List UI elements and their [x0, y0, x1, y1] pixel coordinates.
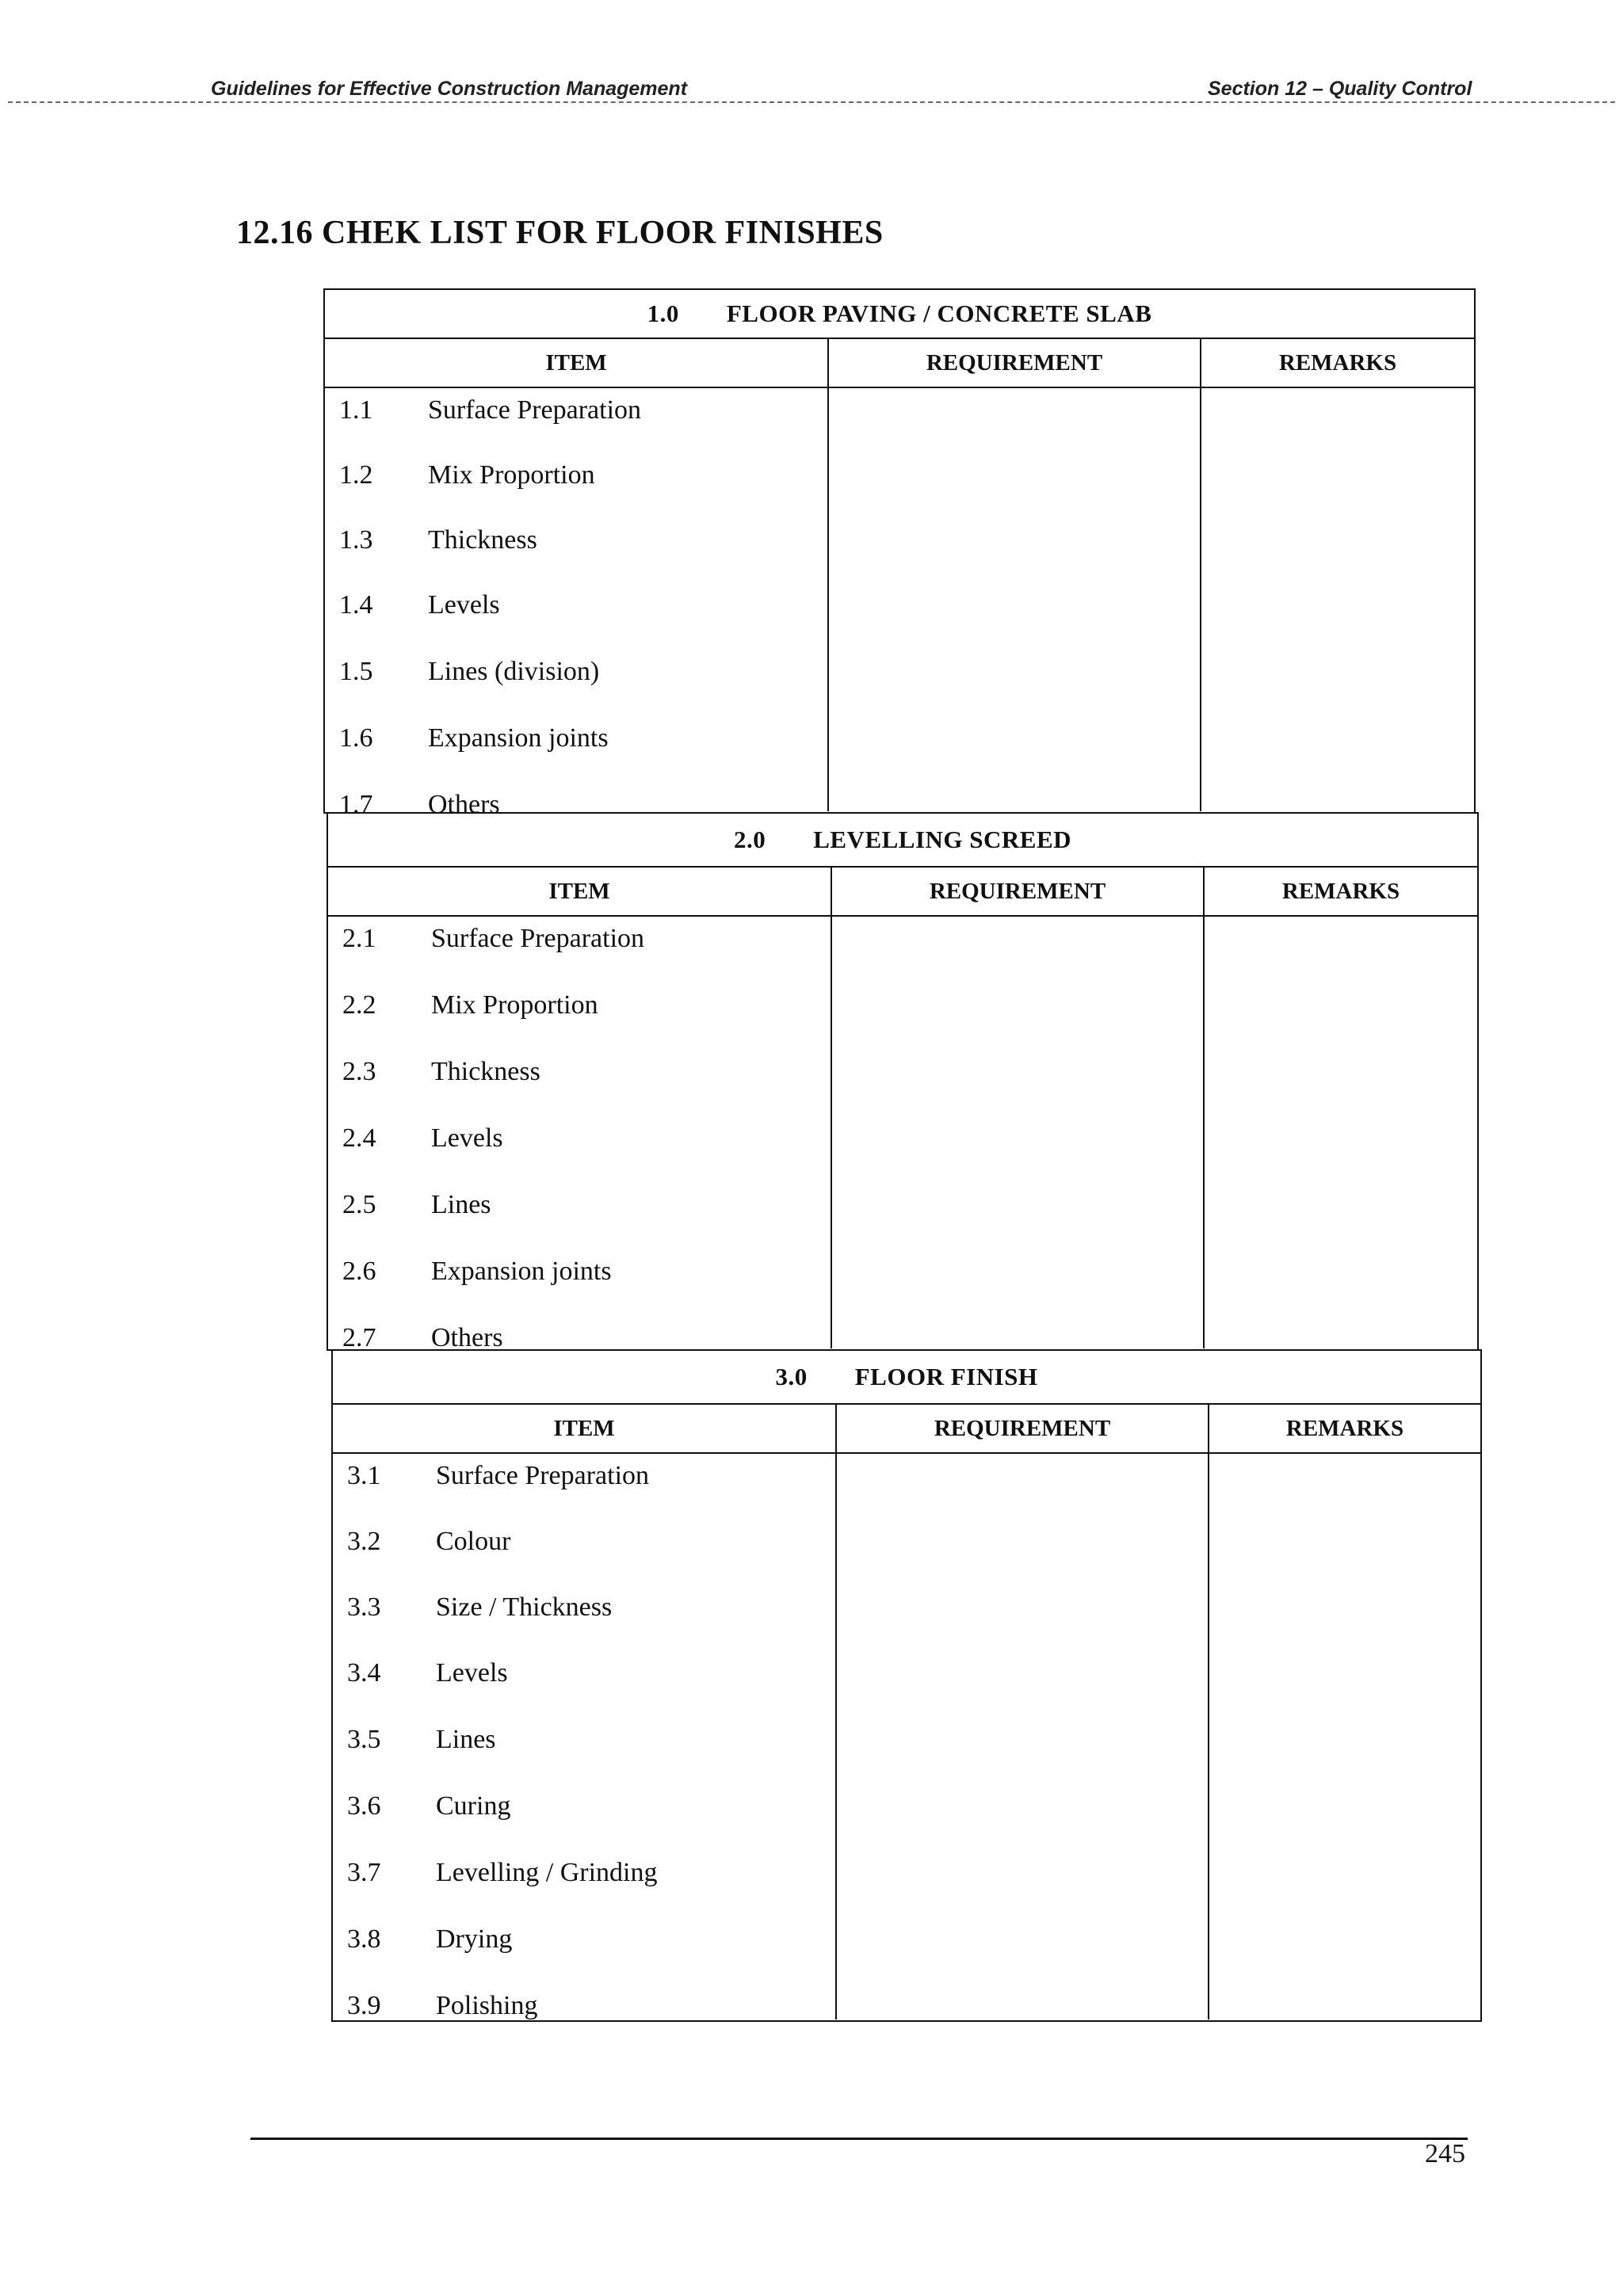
column-header-remarks: REMARKS [1281, 878, 1400, 904]
item-label: Thickness [428, 525, 537, 555]
section-number: 3.0 [775, 1363, 808, 1390]
item-number: 2.7 [342, 1323, 376, 1352]
item-number: 1.6 [339, 723, 373, 753]
column-header-item: ITEM [328, 868, 832, 915]
checklist-row [333, 1585, 835, 1651]
section-heading [328, 814, 1477, 868]
item-column [325, 388, 829, 819]
item-number: 1.7 [339, 790, 373, 819]
section-number: 1.0 [647, 299, 679, 327]
item-number: 2.2 [342, 990, 376, 1020]
column-header-row [333, 1405, 1480, 1454]
column-header-requirement: REQUIREMENT [832, 868, 1205, 915]
remarks-column[interactable] [1205, 917, 1477, 1348]
page-header [0, 73, 1623, 105]
column-header-remarks: REMARKS [1285, 1415, 1404, 1441]
item-number: 3.8 [347, 1924, 381, 1954]
checklist-row [328, 1050, 831, 1116]
item-number: 2.3 [342, 1057, 376, 1086]
checklist-row [325, 388, 827, 453]
header-left-text: Guidelines for Effective Construction Management [208, 78, 690, 101]
section-name: FLOOR PAVING / CONCRETE SLAB [726, 299, 1152, 327]
item-label: Thickness [431, 1057, 540, 1086]
item-label: Levels [431, 1123, 503, 1153]
checklist-body [328, 917, 1477, 1352]
item-number: 3.6 [347, 1791, 381, 1821]
checklist-row [333, 1718, 835, 1784]
item-label: Others [431, 1323, 503, 1352]
checklist-body [333, 1454, 1480, 2019]
checklist-row [328, 917, 831, 983]
item-number: 3.2 [347, 1527, 381, 1556]
item-column [333, 1454, 837, 2019]
checklist-row [333, 1917, 835, 1984]
item-number: 1.1 [339, 395, 373, 425]
item-number: 1.4 [339, 590, 373, 620]
page-number: 245 [1425, 2139, 1465, 2168]
item-label: Expansion joints [428, 723, 609, 753]
item-label: Surface Preparation [436, 1461, 650, 1490]
item-label: Mix Proportion [431, 990, 598, 1020]
item-label: Levels [428, 590, 500, 620]
column-header-requirement: REQUIREMENT [837, 1405, 1209, 1452]
checklist-row [333, 1454, 835, 1520]
item-label: Surface Preparation [431, 924, 645, 953]
checklist-row [333, 1784, 835, 1851]
section-block-2 [327, 812, 1479, 1351]
header-right-text: Section 12 – Quality Control [1205, 78, 1475, 101]
header-rule [8, 101, 1615, 103]
checklist-row [325, 518, 827, 583]
checklist-row [325, 716, 827, 783]
item-column [328, 917, 832, 1352]
remarks-column[interactable] [1201, 388, 1474, 811]
item-label: Others [428, 790, 500, 819]
section-block-3 [331, 1349, 1482, 2022]
section-heading [333, 1351, 1480, 1405]
item-number: 2.6 [342, 1257, 376, 1286]
section-name: FLOOR FINISH [854, 1363, 1038, 1390]
checklist-row [325, 783, 827, 819]
checklist-row [328, 1249, 831, 1316]
checklist-body [325, 388, 1474, 819]
checklist-row [328, 983, 831, 1050]
item-label: Lines (division) [428, 657, 600, 686]
item-label: Colour [436, 1527, 511, 1556]
section-block-1 [323, 288, 1476, 819]
checklist-row [325, 650, 827, 716]
checklist-row [333, 1651, 835, 1718]
column-header-requirement: REQUIREMENT [829, 339, 1201, 387]
item-number: 3.9 [347, 1991, 381, 2020]
item-number: 2.1 [342, 924, 376, 953]
requirement-column[interactable] [832, 917, 1205, 1348]
item-label: Mix Proportion [428, 460, 595, 490]
item-number: 1.5 [339, 657, 373, 686]
checklist-row [328, 1183, 831, 1249]
item-label: Expansion joints [431, 1257, 612, 1286]
item-label: Lines [436, 1725, 496, 1754]
item-number: 3.3 [347, 1592, 381, 1622]
column-header-item: ITEM [325, 339, 829, 387]
item-number: 3.5 [347, 1725, 381, 1754]
page-title: 12.16 CHEK LIST FOR FLOOR FINISHES [236, 215, 884, 251]
item-number: 1.3 [339, 525, 373, 555]
item-label: Curing [436, 1791, 511, 1821]
remarks-column[interactable] [1209, 1454, 1480, 2019]
item-number: 3.4 [347, 1658, 381, 1688]
checklist-row [333, 1851, 835, 1917]
section-name: LEVELLING SCREED [813, 826, 1072, 853]
requirement-column[interactable] [829, 388, 1201, 811]
column-header-row [325, 339, 1474, 388]
column-header-item: ITEM [333, 1405, 837, 1452]
requirement-column[interactable] [837, 1454, 1209, 2019]
footer-rule [250, 2138, 1468, 2140]
item-label: Size / Thickness [436, 1592, 613, 1622]
checklist-row [328, 1316, 831, 1352]
column-header-row [328, 868, 1477, 917]
checklist-row [333, 1520, 835, 1585]
section-number: 2.0 [733, 826, 766, 853]
checklist-row [328, 1116, 831, 1183]
item-label: Lines [431, 1190, 491, 1219]
checklist-row [325, 453, 827, 518]
item-label: Drying [436, 1924, 513, 1954]
item-label: Surface Preparation [428, 395, 642, 425]
section-heading [325, 290, 1474, 339]
item-number: 2.5 [342, 1190, 376, 1219]
item-label: Polishing [436, 1991, 538, 2020]
item-label: Levelling / Grinding [436, 1858, 658, 1887]
item-number: 1.2 [339, 460, 373, 490]
item-number: 3.7 [347, 1858, 381, 1887]
checklist-row [325, 583, 827, 650]
item-number: 3.1 [347, 1461, 381, 1490]
item-number: 2.4 [342, 1123, 376, 1153]
column-header-remarks: REMARKS [1278, 349, 1397, 376]
checklist-row [333, 1984, 835, 2019]
item-label: Levels [436, 1658, 508, 1688]
